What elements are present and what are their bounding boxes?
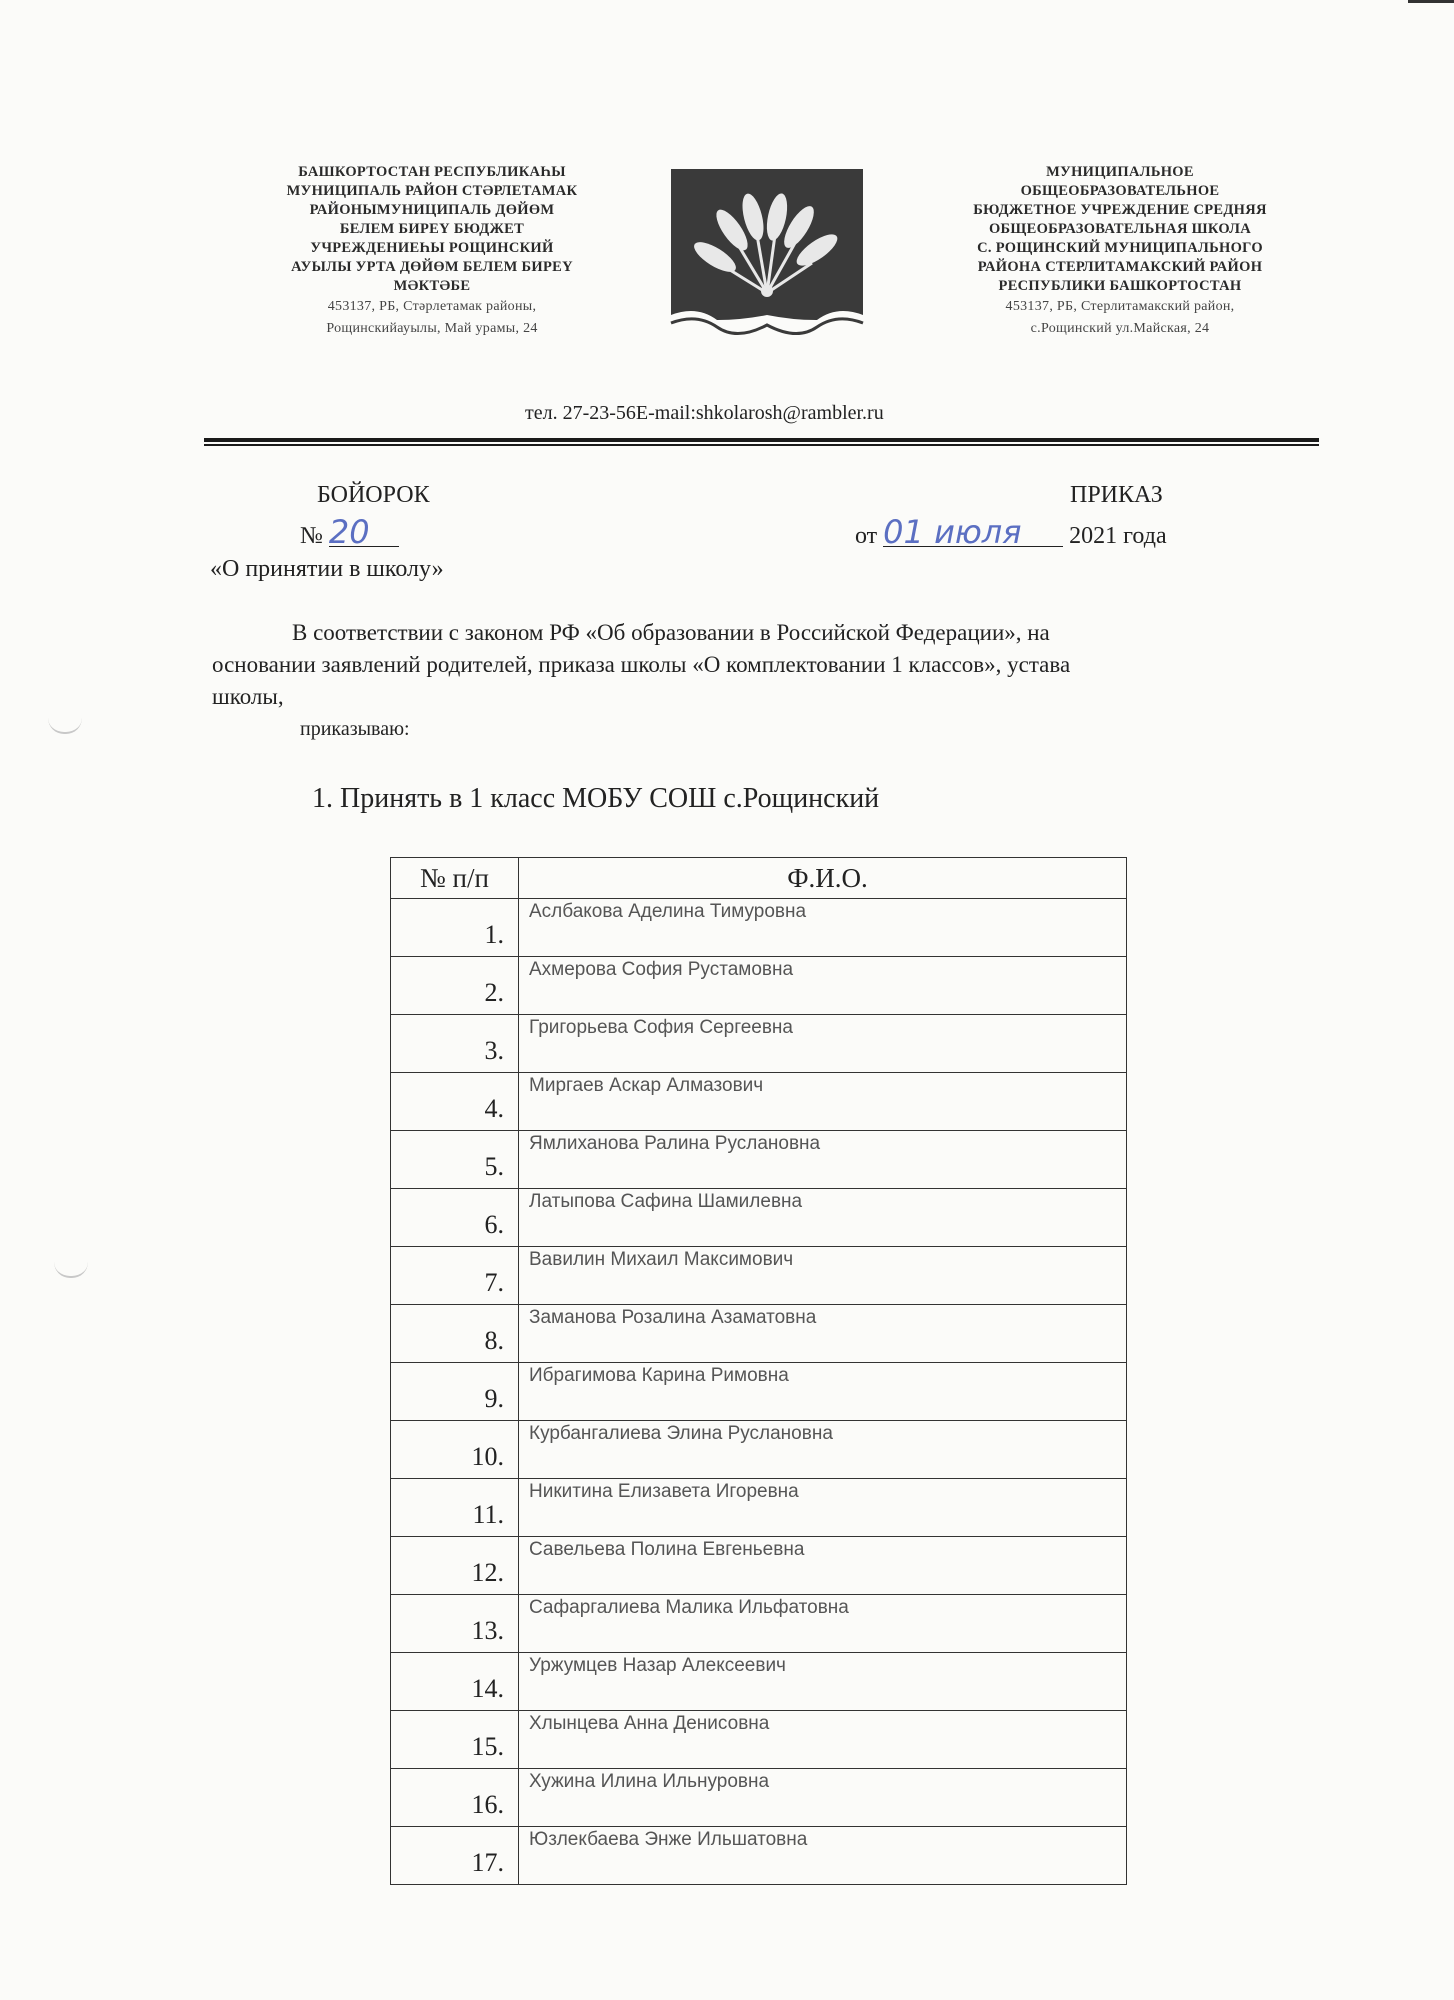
student-name: Юзлекбаева Энже Ильшатовна <box>519 1827 1127 1885</box>
header-left-bashkir <box>212 163 652 340</box>
table-row <box>391 957 1127 1015</box>
sheaf-emblem-icon <box>667 165 867 350</box>
student-name: Григорьева София Сергеевна <box>519 1015 1127 1073</box>
row-number: 4. <box>391 1073 519 1131</box>
table-row <box>391 1595 1127 1653</box>
order-title-bashkir: БОЙОРОК <box>317 482 430 508</box>
row-number: 12. <box>391 1537 519 1595</box>
students-table <box>390 857 1127 1885</box>
student-name: Сафаргалиева Малика Ильфатовна <box>519 1595 1127 1653</box>
row-number: 15. <box>391 1711 519 1769</box>
table-row <box>391 1131 1127 1189</box>
row-number: 10. <box>391 1421 519 1479</box>
student-name: Савельева Полина Евгеньевна <box>519 1537 1127 1595</box>
student-name: Латыпова Сафина Шамилевна <box>519 1189 1127 1247</box>
body-paragraph-line: основании заявлений родителей, приказа школы «О комплектовании 1 классов», устава <box>212 652 1071 677</box>
table-row <box>391 1247 1127 1305</box>
order-date <box>855 513 1167 551</box>
table-row <box>391 1827 1127 1885</box>
table-row <box>391 1363 1127 1421</box>
student-name: Ибрагимова Карина Римовна <box>519 1363 1127 1421</box>
table-row <box>391 1711 1127 1769</box>
order-item-1: 1. Принять в 1 класс МОБУ СОШ с.Рощинский <box>312 783 880 814</box>
student-name: Хлынцева Анна Денисовна <box>519 1711 1127 1769</box>
row-number: 1. <box>391 899 519 957</box>
header-left-line: МУНИЦИПАЛЬ РАЙОН СТӘРЛЕТАМАК <box>286 183 578 199</box>
header-left-line: БЕЛЕМ БИРЕҮ БЮДЖЕТ <box>339 221 525 237</box>
header-right-address: с.Рощинский ул.Майская, 24 <box>1030 321 1210 336</box>
header-right-line: РАЙОНА СТЕРЛИТАМАКСКИЙ РАЙОН <box>977 259 1263 275</box>
header-left-line: УЧРЕЖДЕНИЕҺЫ РОЩИНСКИЙ <box>310 240 554 256</box>
student-name: Миргаев Аскар Алмазович <box>519 1073 1127 1131</box>
student-name: Уржумцев Назар Алексеевич <box>519 1653 1127 1711</box>
row-number: 8. <box>391 1305 519 1363</box>
student-name: Никитина Елизавета Игоревна <box>519 1479 1127 1537</box>
punch-hole-mark <box>54 1262 88 1278</box>
order-number-handwritten: 20 <box>329 518 399 547</box>
header-left-line: БАШКОРТОСТАН РЕСПУБЛИКАҺЫ <box>298 164 566 180</box>
header-left-address: Рощинскийауылы, Май урамы, 24 <box>326 321 538 336</box>
table-row <box>391 1421 1127 1479</box>
header-left-line: РАЙОНЫМУНИЦИПАЛЬ ДӨЙӨМ <box>309 202 555 218</box>
student-name: Курбангалиева Элина Руслановна <box>519 1421 1127 1479</box>
table-row <box>391 1015 1127 1073</box>
order-subject: «О принятии в школу» <box>210 556 444 582</box>
student-name: Аслбакова Аделина Тимуровна <box>519 899 1127 957</box>
header-divider <box>204 444 1319 446</box>
row-number: 7. <box>391 1247 519 1305</box>
header-left-line: МӘКТӘБЕ <box>393 278 471 294</box>
order-date-suffix: 2021 года <box>1069 523 1167 549</box>
header-left-line: АУЫЛЫ УРТА ДӨЙӨМ БЕЛЕМ БИРЕҮ <box>291 259 573 275</box>
table-header-row <box>391 858 1127 899</box>
order-date-prefix: от <box>855 523 878 549</box>
order-number-prefix: № <box>300 523 323 549</box>
student-name: Заманова Розалина Азаматовна <box>519 1305 1127 1363</box>
row-number: 14. <box>391 1653 519 1711</box>
header-right-line: РЕСПУБЛИКИ БАШКОРТОСТАН <box>998 278 1242 294</box>
student-name: Хужина Илина Ильнуровна <box>519 1769 1127 1827</box>
row-number: 17. <box>391 1827 519 1885</box>
student-name: Ямлиханова Ралина Руслановна <box>519 1131 1127 1189</box>
header-right-line: МУНИЦИПАЛЬНОЕ <box>1046 164 1194 180</box>
order-word: приказываю: <box>300 718 410 740</box>
order-number <box>300 513 399 551</box>
table-row <box>391 1537 1127 1595</box>
table-row <box>391 1073 1127 1131</box>
punch-hole-mark <box>48 718 82 734</box>
table-row <box>391 1189 1127 1247</box>
header-right-address: 453137, РБ, Стерлитамакский район, <box>1005 299 1235 314</box>
row-number: 11. <box>391 1479 519 1537</box>
table-row <box>391 1653 1127 1711</box>
student-name: Ахмерова София Рустамовна <box>519 957 1127 1015</box>
table-row <box>391 1769 1127 1827</box>
header-right-line: БЮДЖЕТНОЕ УЧРЕЖДЕНИЕ СРЕДНЯЯ <box>973 202 1267 218</box>
contact-line: тел. 27-23-56E-mail:shkolarosh@rambler.ru <box>525 402 884 424</box>
row-number: 3. <box>391 1015 519 1073</box>
body-paragraph-line: В соответствии с законом РФ «Об образовании в Российской Федерации», на <box>292 620 1050 645</box>
school-emblem <box>667 165 867 350</box>
header-divider <box>204 438 1319 442</box>
header-right-russian <box>900 163 1340 340</box>
row-number: 13. <box>391 1595 519 1653</box>
body-paragraph-line: школы, <box>212 684 284 709</box>
column-header-number: № п/п <box>391 858 519 899</box>
table-row <box>391 1479 1127 1537</box>
row-number: 16. <box>391 1769 519 1827</box>
column-header-name: Ф.И.О. <box>519 858 1127 899</box>
row-number: 9. <box>391 1363 519 1421</box>
header-left-address: 453137, РБ, Стәрлетамак районы, <box>327 299 537 314</box>
header-right-line: ОБЩЕОБРАЗОВАТЕЛЬНОЕ <box>1020 183 1220 199</box>
row-number: 5. <box>391 1131 519 1189</box>
table-row <box>391 899 1127 957</box>
scan-edge-mark <box>1408 0 1454 3</box>
header-right-line: С. РОЩИНСКИЙ МУНИЦИПАЛЬНОГО <box>977 240 1263 256</box>
table-row <box>391 1305 1127 1363</box>
order-date-handwritten: 01 июля <box>883 518 1063 547</box>
student-name: Вавилин Михаил Максимович <box>519 1247 1127 1305</box>
order-title-russian: ПРИКАЗ <box>1070 482 1163 508</box>
header-right-line: ОБЩЕОБРАЗОВАТЕЛЬНАЯ ШКОЛА <box>988 221 1252 237</box>
row-number: 6. <box>391 1189 519 1247</box>
row-number: 2. <box>391 957 519 1015</box>
